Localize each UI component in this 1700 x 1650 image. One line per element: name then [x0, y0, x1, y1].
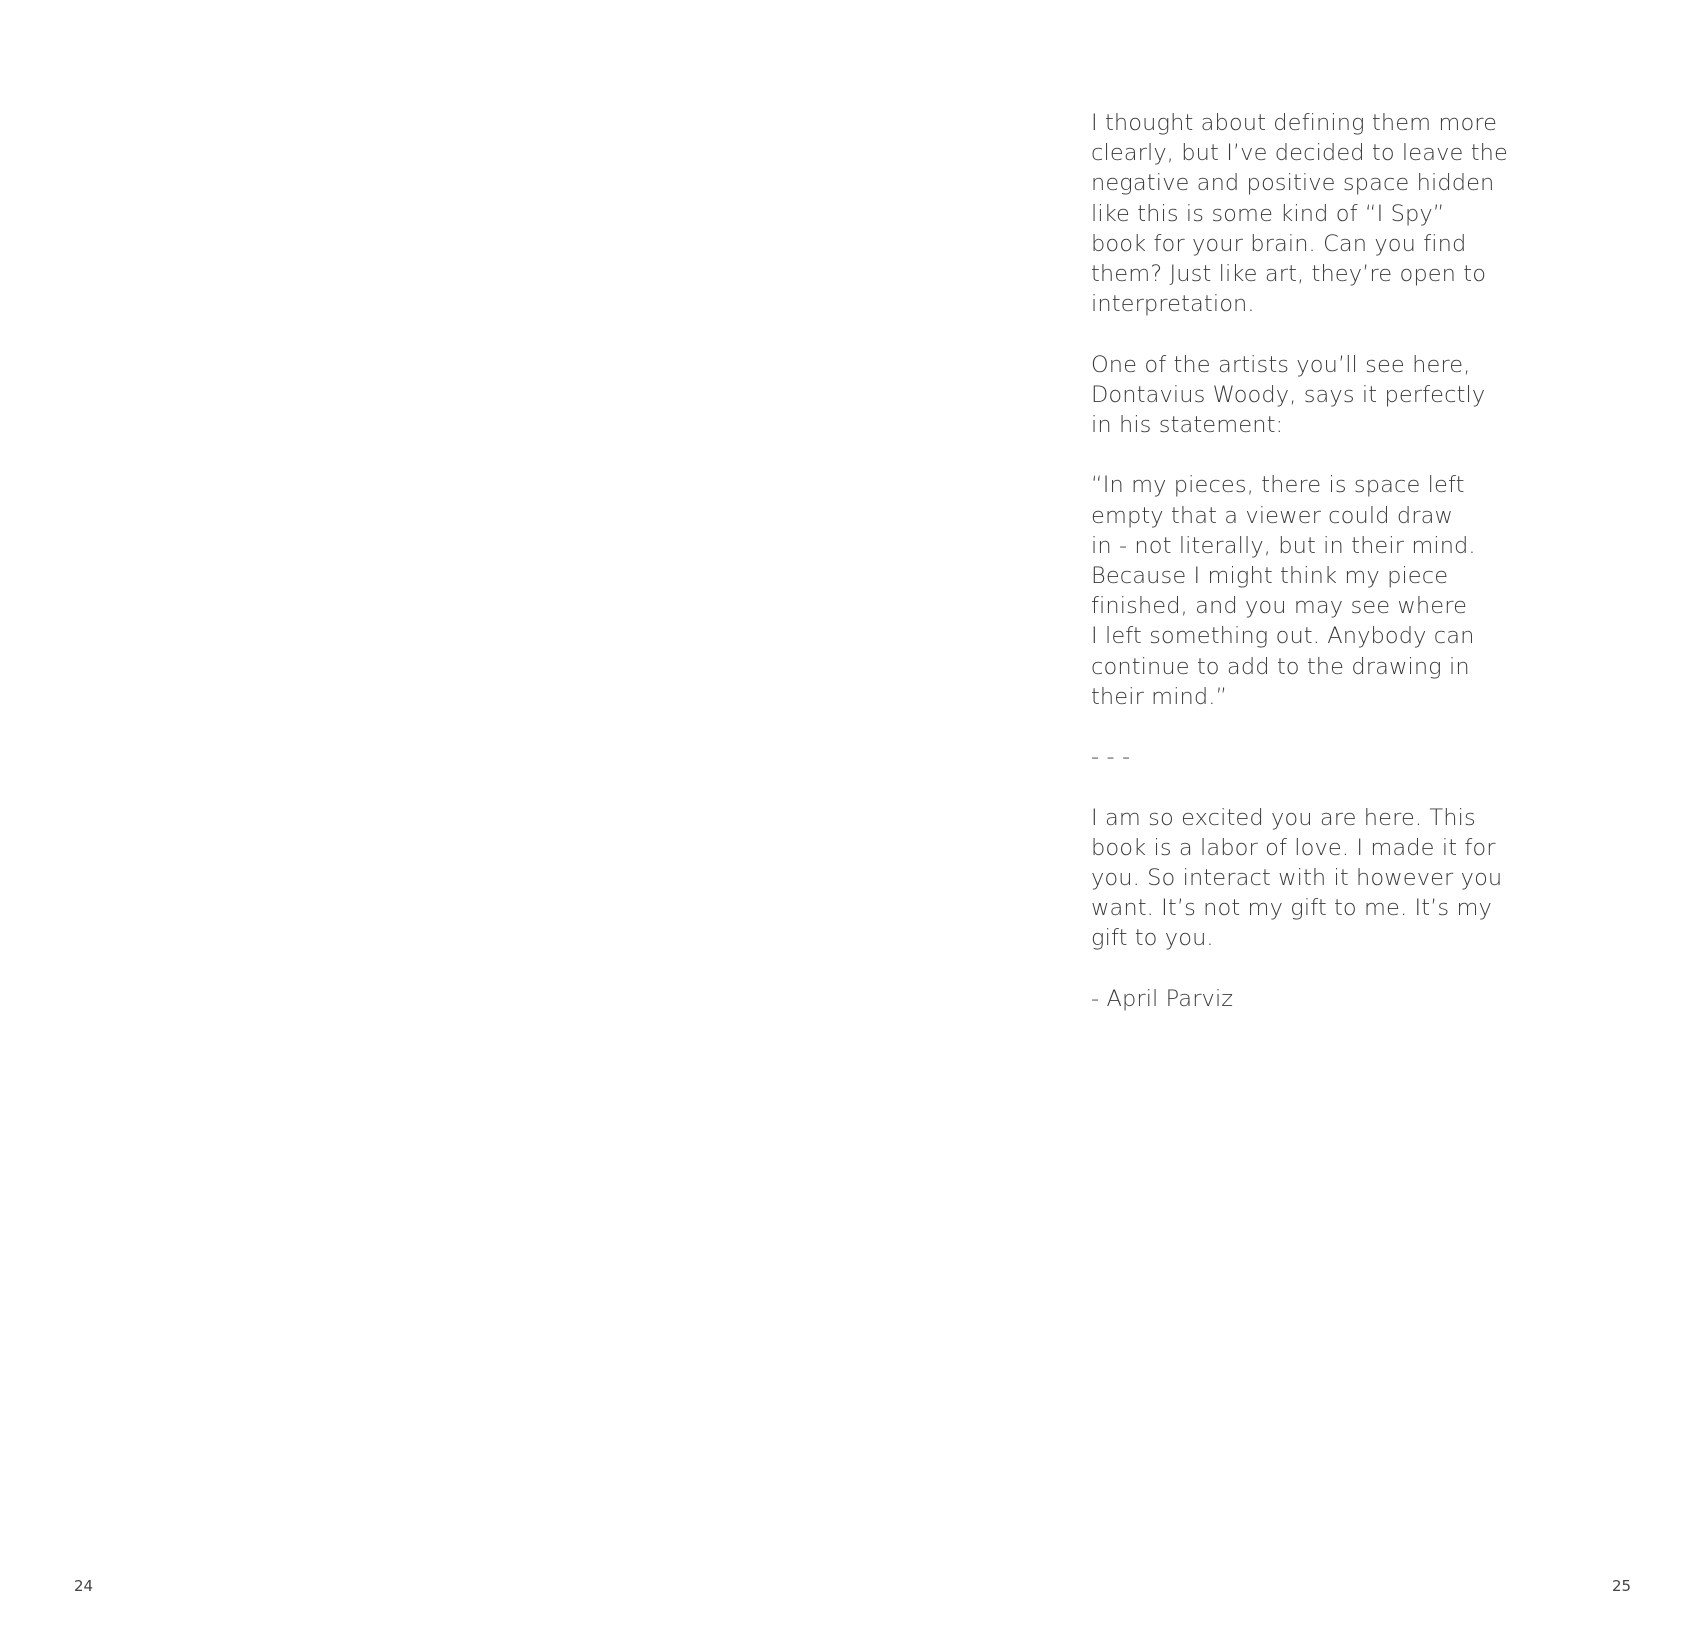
text-line: book for your brain. Can you find	[1091, 230, 1467, 257]
text-line: continue to add to the drawing in	[1091, 653, 1470, 680]
page-number-left: 24	[74, 1577, 94, 1595]
paragraph-gap	[1091, 440, 1531, 470]
text-line: empty that a viewer could draw	[1091, 502, 1453, 529]
text-line: I left something out. Anybody can	[1091, 623, 1475, 650]
text-line: in his statement:	[1091, 412, 1284, 439]
paragraph-artist-intro	[1091, 350, 1531, 441]
paragraph-gap	[1091, 772, 1531, 802]
text-line: gift to you.	[1091, 925, 1214, 952]
section-separator: - - -	[1091, 744, 1131, 771]
text-line: them? Just like art, they’re open to	[1091, 261, 1487, 288]
text-line: Because I might think my piece	[1091, 563, 1449, 590]
paragraph-gap	[1091, 712, 1531, 742]
text-line: you. So interact with it however you	[1091, 865, 1503, 892]
text-line: negative and positive space hidden	[1091, 170, 1495, 197]
text-column	[1091, 108, 1531, 1014]
page-number-right: 25	[1612, 1577, 1632, 1595]
text-line: “In my pieces, there is space left	[1091, 472, 1465, 499]
paragraph-closing	[1091, 803, 1531, 954]
text-line: book is a labor of love. I made it for	[1091, 834, 1496, 861]
text-line: finished, and you may see where	[1091, 593, 1468, 620]
text-line: like this is some kind of “I Spy”	[1091, 200, 1445, 227]
text-line: in - not literally, but in their mind.	[1091, 532, 1476, 559]
paragraph-gap	[1091, 954, 1531, 984]
paragraph-intro	[1091, 108, 1531, 319]
text-line: their mind.”	[1091, 683, 1228, 710]
paragraph-gap	[1091, 319, 1531, 349]
text-line: Dontavius Woody, says it perfectly	[1091, 381, 1486, 408]
text-line: want. It’s not my gift to me. It’s my	[1091, 895, 1492, 922]
text-line: I thought about defining them more	[1091, 110, 1498, 136]
text-line: clearly, but I’ve decided to leave the	[1091, 140, 1508, 167]
artist-quote	[1091, 470, 1531, 712]
signature: - April Parviz	[1091, 985, 1234, 1012]
text-line: I am so excited you are here. This	[1091, 804, 1476, 831]
text-line: One of the artists you’ll see here,	[1091, 351, 1471, 378]
text-line: interpretation.	[1091, 291, 1255, 318]
right-page	[850, 0, 1700, 1650]
